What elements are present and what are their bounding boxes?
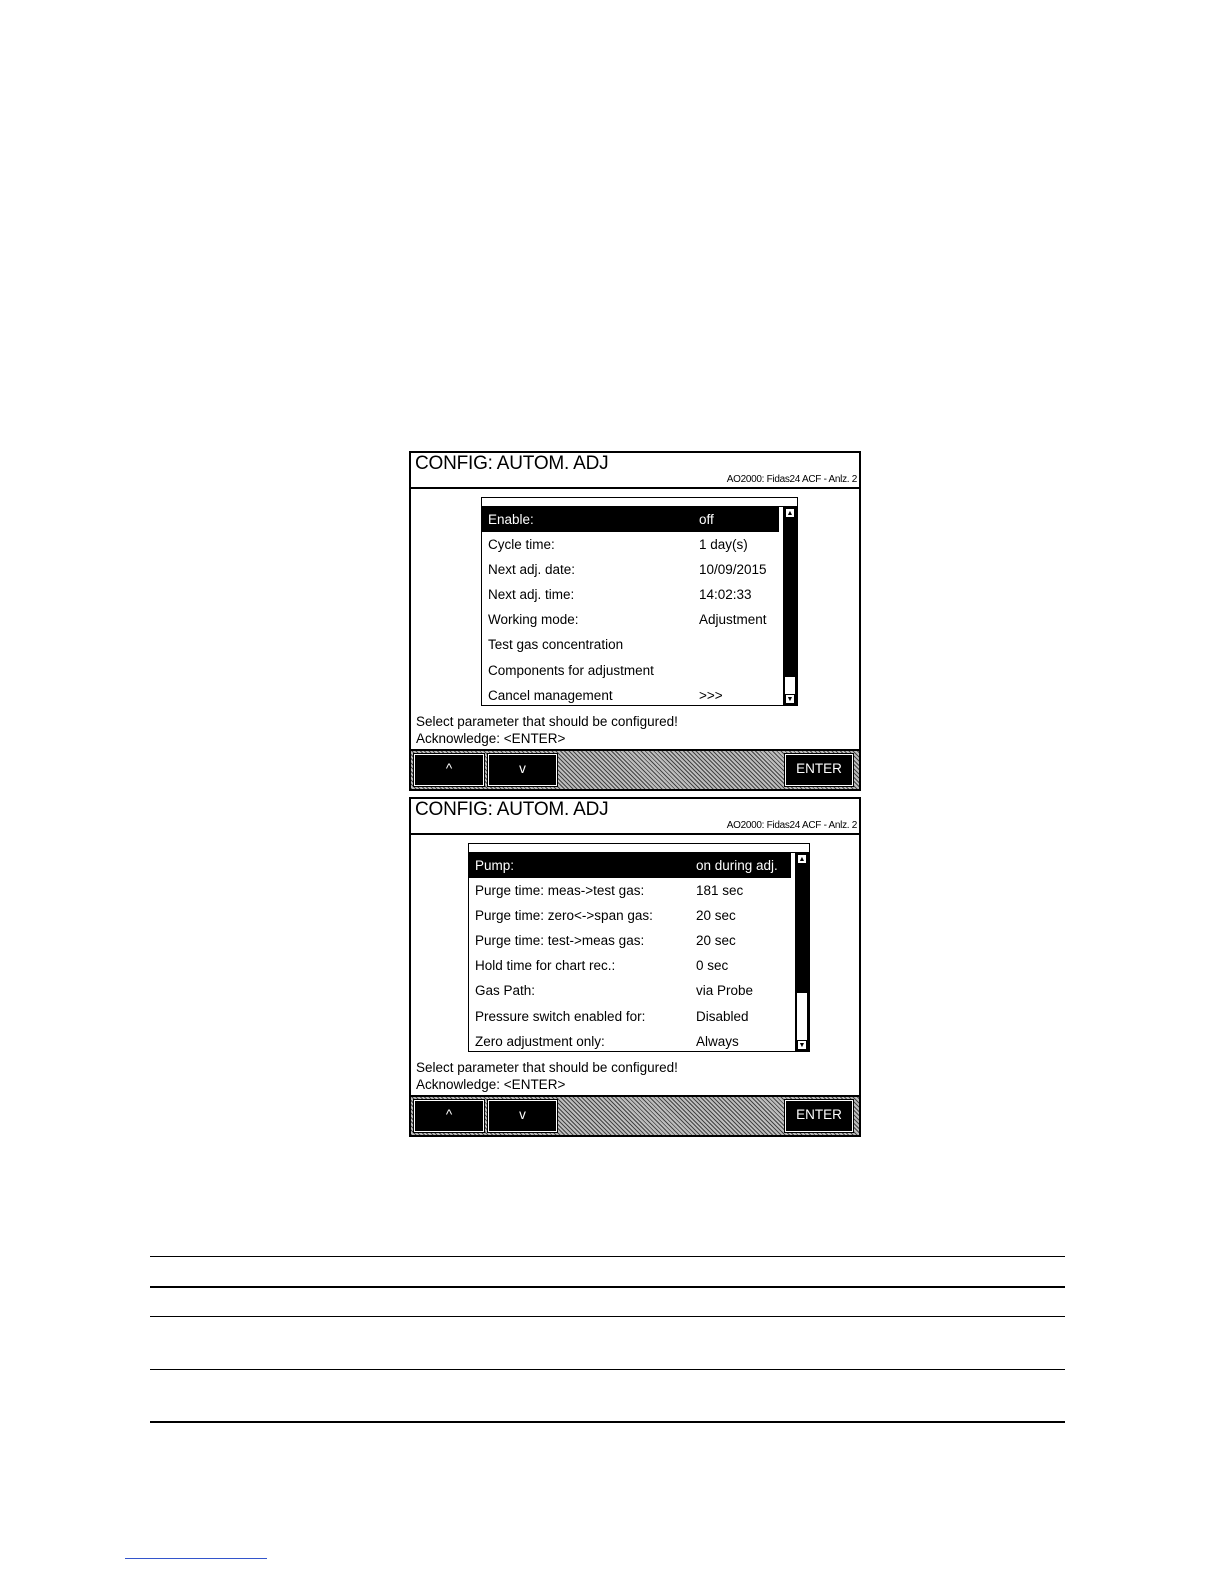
table-rule (150, 1421, 1065, 1423)
title-divider (411, 487, 859, 489)
scroll-down-arrow-icon[interactable]: ▼ (786, 696, 794, 703)
up-button[interactable]: ^ (414, 754, 484, 786)
row-gas-path[interactable] (469, 978, 791, 1003)
config-autom-adj-screen-1 (409, 451, 861, 791)
screen-title: CONFIG: AUTOM. ADJ (415, 453, 609, 474)
row-value: >>> (699, 687, 723, 703)
row-value: 1 day(s) (699, 537, 748, 553)
table-rule (150, 1286, 1065, 1288)
row-label: Next adj. time: (488, 587, 575, 603)
config-autom-adj-screen-2 (409, 797, 861, 1137)
row-label: Purge time: test->meas gas: (475, 933, 645, 949)
row-test-gas-concentration[interactable] (482, 632, 779, 657)
list-header-gap (469, 844, 809, 853)
row-purge-meas-test[interactable] (469, 878, 791, 903)
row-value: 20 sec (696, 933, 736, 949)
row-label: Pressure switch enabled for: (475, 1008, 646, 1024)
parameter-rows (469, 853, 791, 1051)
row-pump[interactable] (469, 853, 791, 878)
row-label: Pump: (475, 858, 515, 873)
up-button[interactable]: ^ (414, 1100, 484, 1132)
row-components-for-adjustment[interactable] (482, 658, 779, 683)
row-value: Disabled (696, 1008, 749, 1024)
row-cancel-management[interactable] (482, 683, 779, 708)
row-next-adj-time[interactable] (482, 582, 779, 607)
parameter-list (481, 497, 798, 706)
row-value: Always (696, 1033, 739, 1049)
row-label: Components for adjustment (488, 662, 654, 678)
row-label: Enable: (488, 512, 534, 527)
row-label: Cancel management (488, 687, 613, 703)
row-value: on during adj. (696, 858, 778, 873)
message-acknowledge: Acknowledge: <ENTER> (416, 731, 566, 746)
enter-button[interactable]: ENTER (785, 754, 853, 786)
scroll-thumb[interactable] (797, 993, 807, 1041)
row-enable[interactable] (482, 507, 779, 532)
row-hold-time[interactable] (469, 953, 791, 978)
down-button[interactable]: v (488, 754, 557, 786)
row-value: via Probe (696, 983, 754, 999)
row-value: 14:02:33 (699, 587, 752, 603)
device-label: AO2000: Fidas24 ACF - Anlz. 2 (726, 474, 857, 485)
message-select-parameter: Select parameter that should be configured! (416, 1060, 678, 1075)
row-purge-zero-span[interactable] (469, 903, 791, 928)
list-scrollbar[interactable] (783, 507, 797, 705)
scroll-thumb[interactable] (785, 677, 795, 695)
row-label: Purge time: zero<->span gas: (475, 908, 653, 924)
row-value: 0 sec (696, 958, 729, 974)
table-rule (150, 1316, 1065, 1317)
scroll-down-arrow-icon[interactable]: ▼ (798, 1042, 806, 1049)
table-rule (150, 1256, 1065, 1257)
status-message (416, 713, 678, 747)
scroll-up-arrow-icon[interactable]: ▲ (786, 510, 794, 517)
row-label: Working mode: (488, 612, 579, 628)
row-purge-test-meas[interactable] (469, 928, 791, 953)
footer-link-underline[interactable] (125, 1558, 267, 1559)
row-value: Adjustment (699, 612, 767, 628)
row-value: 10/09/2015 (699, 562, 767, 578)
row-label: Purge time: meas->test gas: (475, 883, 645, 899)
row-next-adj-date[interactable] (482, 557, 779, 582)
row-working-mode[interactable] (482, 607, 779, 632)
row-label: Next adj. date: (488, 562, 576, 578)
screen-title: CONFIG: AUTOM. ADJ (415, 799, 609, 820)
row-value: off (699, 512, 714, 527)
row-label: Gas Path: (475, 983, 536, 999)
list-scrollbar[interactable] (795, 853, 809, 1051)
row-label: Cycle time: (488, 537, 555, 553)
row-zero-adjustment-only[interactable] (469, 1029, 791, 1054)
row-label: Zero adjustment only: (475, 1033, 605, 1049)
row-label: Test gas concentration (488, 637, 624, 653)
scroll-up-arrow-icon[interactable]: ▲ (798, 856, 806, 863)
list-header-gap (482, 498, 797, 507)
row-value: 181 sec (696, 883, 744, 899)
row-label: Hold time for chart rec.: (475, 958, 616, 974)
parameter-rows (482, 507, 779, 705)
down-button[interactable]: v (488, 1100, 557, 1132)
row-value: 20 sec (696, 908, 736, 924)
parameter-list (468, 843, 810, 1052)
table-rule (150, 1369, 1065, 1370)
enter-button[interactable]: ENTER (785, 1100, 853, 1132)
row-cycle-time[interactable] (482, 532, 779, 557)
title-divider (411, 833, 859, 835)
message-select-parameter: Select parameter that should be configured! (416, 714, 678, 729)
message-acknowledge: Acknowledge: <ENTER> (416, 1077, 566, 1092)
status-message (416, 1059, 678, 1093)
softkey-bar (411, 1095, 859, 1135)
device-label: AO2000: Fidas24 ACF - Anlz. 2 (726, 820, 857, 831)
softkey-bar (411, 749, 859, 789)
row-pressure-switch[interactable] (469, 1004, 791, 1029)
